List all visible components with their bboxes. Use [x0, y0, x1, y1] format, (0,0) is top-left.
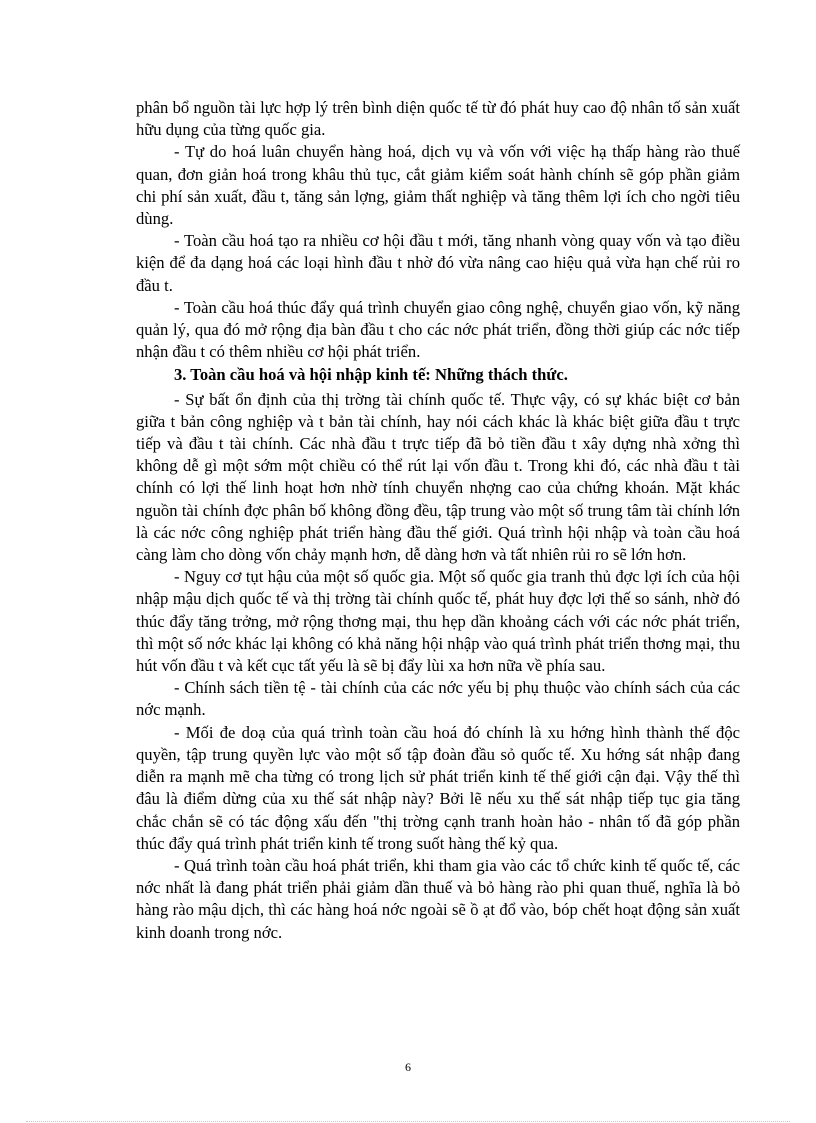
section-heading-challenges: 3. Toàn cầu hoá và hội nhập kinh tế: Những thách thức. — [174, 365, 568, 385]
paragraph-monetary-dependence: - Chính sách tiền tệ - tài chính của các nớc yếu bị phụ thuộc vào chính sách của các nớc mạnh. — [136, 678, 740, 720]
paragraph-monopoly-threat: - Mối đe doạ của quá trình toàn cầu hoá đó chính là xu hớng hình thành thế độc quyền, tập trung quyền lực vào một số tập đoàn đầu sỏ quốc tế. Xu hớng sát nhập đang diễn ra mạnh mẽ cha từng có trong lịch sử phát triển kinh tế thế giới cận đại. Vậy thế thì đâu là điểm dừng của xu thế sát nhập này? Bởi lẽ nếu xu thế sát nhập tiếp tục gia tăng chắc chắn sẽ có tác động xấu đến "thị trờng cạnh tranh hoàn hảo - nhân tố đã góp phần thúc đẩy quá trình phát triển kinh tế trong suốt hàng thế kỷ qua. — [136, 722, 740, 853]
paragraph-tariff-removal: - Quá trình toàn cầu hoá phát triển, khi tham gia vào các tổ chức kinh tế quốc tế, các nớc nhất là đang phát triển phải giảm dần thuế và bỏ hàng rào phi quan thuế, nghĩa là bỏ hàng rào mậu dịch, thì các hàng hoá nớc ngoài sẽ ồ ạt đổ vào, bóp chết hoạt động sản xuất kinh doanh trong nớc. — [136, 855, 740, 942]
footer-divider — [26, 1121, 790, 1122]
paragraph-lagging-risk: - Nguy cơ tụt hậu của một số quốc gia. Một số quốc gia tranh thủ đợc lợi ích của hội nhập mậu dịch quốc tế và thị trờng tài chính quốc tế, phát huy đợc lợi thế so sánh, nhờ đó thúc đẩy tăng trởng, mở rộng thơng mại, thu hẹp dần khoảng cách với các nớc phát triển, thì một số nớc khác lại không có khả năng hội nhập vào quá trình phát triển thơng mại, thu hút vốn đầu t và kết cục tất yếu là sẽ bị đẩy lùi xa hơn nữa về phía sau. — [136, 567, 740, 676]
paragraph-financial-instability: - Sự bất ổn định của thị trờng tài chính quốc tế. Thực vậy, có sự khác biệt cơ bản giữa t bản công nghiệp và t bản tài chính, hay nói cách khác là khác biệt giữa đầu t trực tiếp và đầu t tài chính. Các nhà đầu t trực tiếp đã bỏ tiền đầu t xây dựng nhà xởng thì không dễ gì một sớm một chiều có thể rút lại vốn đầu t. Trong khi đó, các nhà đầu t tài chính có lợi thế linh hoạt hơn nhờ tính chuyển nhợng cao của chứng khoán. Mặt khác nguồn tài chính đợc phân bố không đồng đều, tập trung vào một số trung tâm tài chính lớn là các nớc công nghiệp phát triển hàng đầu thế giới. Quá trình hội nhập và toàn cầu hoá càng làm cho dòng vốn chảy mạnh hơn, dễ dàng hơn và tất nhiên rủi ro sẽ lớn hơn. — [136, 389, 740, 565]
document-body — [136, 97, 740, 944]
paragraph-investment-opportunities: - Toàn cầu hoá tạo ra nhiều cơ hội đầu t mới, tăng nhanh vòng quay vốn và tạo điều kiện để đa dạng hoá các loại hình đầu t nhờ đó vừa nâng cao hiệu quả vừa hạn chế rủi ro đầu t. — [136, 231, 740, 295]
page-number: 6 — [405, 1060, 411, 1074]
paragraph-continuation: phân bổ nguồn tài lực hợp lý trên bình diện quốc tế từ đó phát huy cao độ nhân tố sản xuất hữu dụng của từng quốc gia. — [136, 98, 740, 140]
paragraph-trade-liberalization: - Tự do hoá luân chuyển hàng hoá, dịch vụ và vốn với việc hạ thấp hàng rào thuế quan, đơn giản hoá trong khâu thủ tục, cắt giảm kiểm soát hành chính sẽ góp phần giảm chi phí sản xuất, đầu t, tăng sản lợng, giảm thất nghiệp và tăng thêm lợi ích cho ngời tiêu dùng. — [136, 142, 740, 229]
paragraph-technology-transfer: - Toàn cầu hoá thúc đẩy quá trình chuyển giao công nghệ, chuyển giao vốn, kỹ năng quản lý, qua đó mở rộng địa bàn đầu t cho các nớc phát triển, đồng thời giúp các nớc tiếp nhận đầu t có thêm nhiều cơ hội phát triển. — [136, 297, 740, 362]
